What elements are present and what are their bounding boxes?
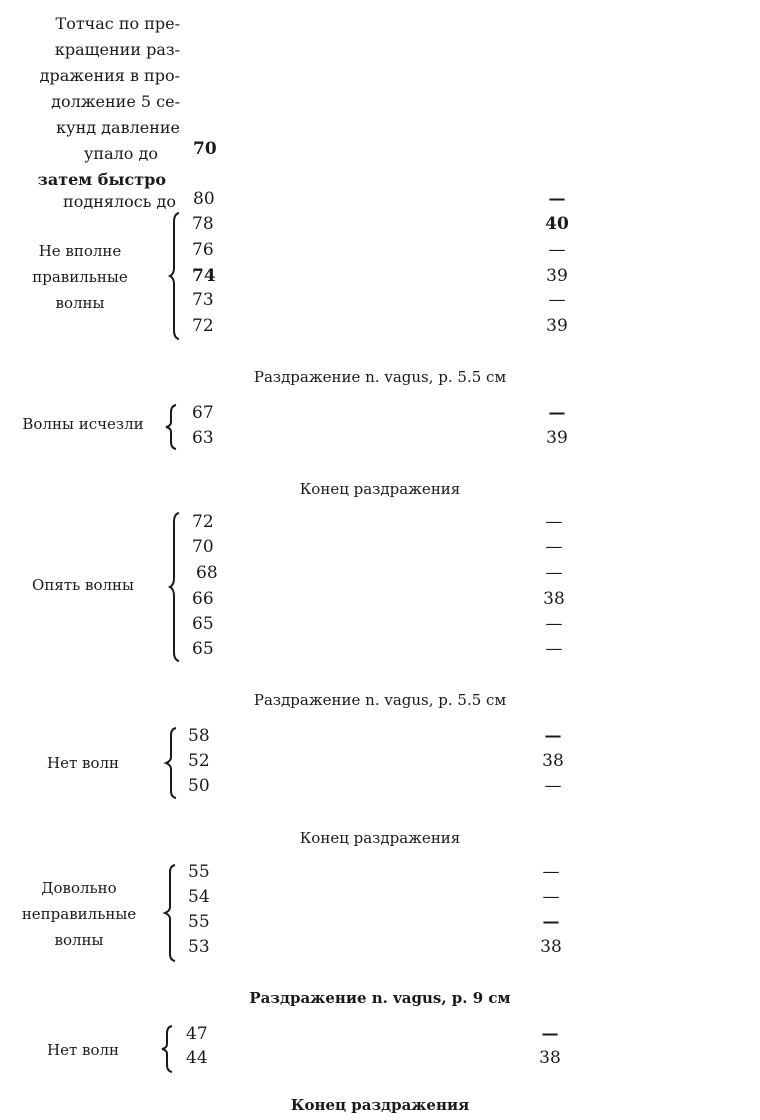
pressure-value: 67	[192, 403, 214, 423]
pressure-value: 65	[192, 614, 214, 634]
brace-icon	[170, 212, 182, 340]
pressure-value: 76	[192, 240, 214, 260]
preface-line: упало до	[84, 144, 158, 163]
preface-line: кращении раз-	[54, 40, 180, 59]
pressure-value: 80	[193, 189, 215, 209]
right-value: 38	[542, 751, 564, 771]
section-heading: Раздражение n. vagus, p. 5.5 см	[253, 368, 507, 386]
pressure-value: 72	[192, 316, 214, 336]
section-heading: Раздражение n. vagus, p. 9 см	[249, 989, 511, 1007]
section-heading: Конец раздражения	[290, 1096, 470, 1114]
pressure-value: 68	[196, 563, 218, 583]
pressure-value: 63	[192, 428, 214, 448]
pressure-value: 70	[193, 139, 217, 159]
right-value: —	[545, 614, 563, 634]
pressure-value: 47	[186, 1024, 208, 1044]
right-value: —	[548, 189, 566, 209]
right-value: 39	[546, 428, 568, 448]
pressure-value: 52	[188, 751, 210, 771]
pressure-value: 74	[192, 266, 216, 286]
right-value: —	[545, 563, 563, 583]
group-label: Нет волн	[46, 1041, 120, 1059]
group-label: правильные	[32, 268, 128, 286]
preface-line: затем быстро	[37, 170, 166, 189]
right-value: 38	[543, 589, 565, 609]
right-value: —	[545, 639, 563, 659]
right-value: 40	[545, 214, 569, 234]
right-value: —	[545, 537, 563, 557]
section-heading: Конец раздражения	[299, 829, 461, 847]
pressure-value: 54	[188, 887, 210, 907]
pressure-value: 44	[186, 1048, 208, 1068]
right-value: —	[542, 912, 560, 932]
right-value: —	[548, 240, 566, 260]
pressure-value: 58	[188, 726, 210, 746]
brace-icon	[166, 727, 178, 799]
section-heading: Раздражение n. vagus, p. 5.5 см	[253, 691, 507, 709]
preface-line: кунд давление	[56, 118, 180, 137]
brace-icon	[166, 404, 178, 450]
pressure-value: 78	[192, 214, 214, 234]
group-label: Нет волн	[46, 754, 120, 772]
right-value: 39	[546, 316, 568, 336]
pressure-value: 55	[188, 912, 210, 932]
right-value: —	[545, 512, 563, 532]
right-value: —	[548, 290, 566, 310]
pressure-value: 70	[192, 537, 214, 557]
right-value: —	[548, 403, 566, 423]
group-label: Не вполне	[38, 242, 122, 260]
group-label: волны	[54, 931, 104, 949]
right-value: —	[542, 887, 560, 907]
group-label: Волны исчезли	[22, 415, 144, 433]
right-value: —	[544, 776, 562, 796]
right-value: 38	[540, 937, 562, 957]
section-heading: Конец раздражения	[299, 480, 461, 498]
group-label: Довольно	[41, 879, 117, 897]
right-value: 39	[546, 266, 568, 286]
pressure-value: 55	[188, 862, 210, 882]
pressure-value: 50	[188, 776, 210, 796]
preface-line: поднялось до	[63, 192, 176, 211]
pressure-value: 53	[188, 937, 210, 957]
preface-line: должение 5 се-	[51, 92, 180, 111]
right-value: —	[542, 862, 560, 882]
brace-icon	[170, 512, 182, 662]
group-label: Опять волны	[32, 576, 134, 594]
pressure-value: 72	[192, 512, 214, 532]
pressure-value: 73	[192, 290, 214, 310]
pressure-value: 65	[192, 639, 214, 659]
brace-icon	[165, 864, 177, 962]
preface-line: Тотчас по пре-	[55, 14, 180, 33]
pressure-value: 66	[192, 589, 214, 609]
preface-line: дражения в про-	[39, 66, 180, 85]
brace-icon	[162, 1025, 174, 1073]
right-value: 38	[539, 1048, 561, 1068]
group-label: волны	[55, 294, 105, 312]
right-value: —	[544, 726, 562, 746]
group-label: неправильные	[21, 905, 137, 923]
right-value: —	[541, 1024, 559, 1044]
